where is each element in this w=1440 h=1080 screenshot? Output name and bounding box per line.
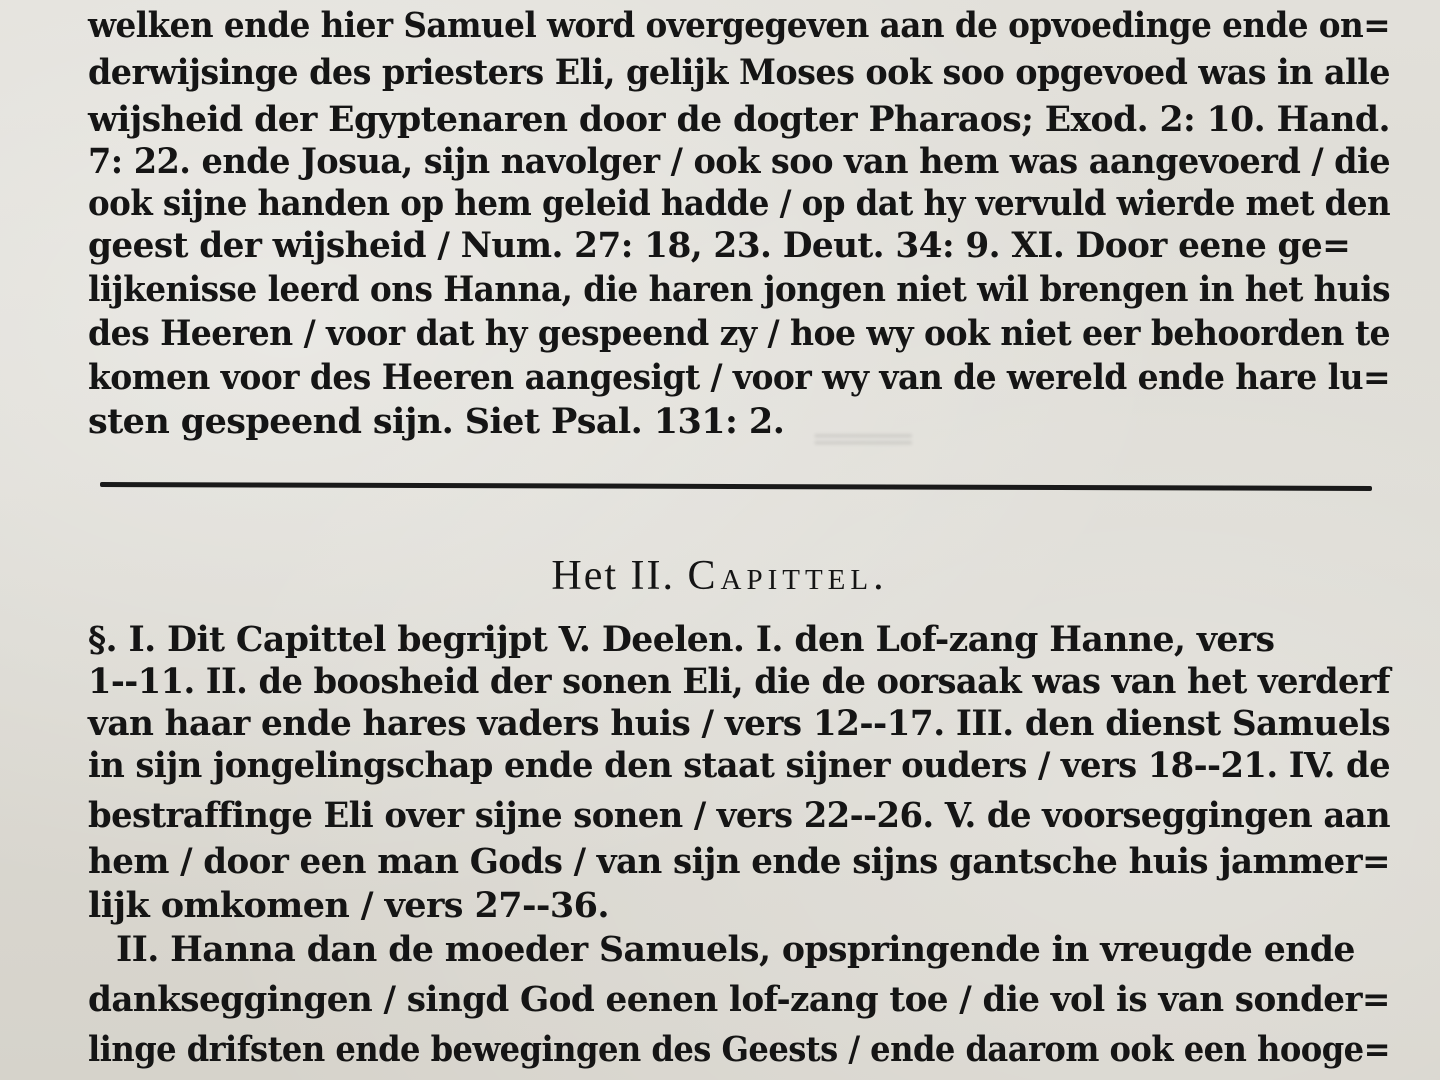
text-line-summary-2: 1--11. II. de boosheid der sonen Eli, die de oorsaak was van het verderf	[88, 661, 1390, 702]
text-line-section-1: II. Hanna dan de moeder Samuels, opspringende in vreugde ende	[116, 929, 1355, 970]
text-line-top-9: komen voor des Heeren aangesigt / voor wy van de wereld ende hare lu=	[88, 357, 1391, 398]
text-line-section-3: linge drifsten ende bewegingen des Geests / ende daarom ook een hooge=	[88, 1029, 1390, 1070]
text-line-top-1: welken ende hier Samuel word overgegeven aan de opvoedinge ende on=	[88, 5, 1391, 46]
text-line-top-7: lijkenisse leerd ons Hanna, die haren jongen niet wil brengen in het huis	[88, 269, 1390, 310]
text-line-section-2: dankseggingen / singd God eenen lof-zang toe / die vol is van sonder=	[88, 979, 1390, 1020]
text-line-summary-5: bestraffinge Eli over sijne sonen / vers 22--26. V. de voorseggingen aan	[88, 795, 1391, 836]
chapter-heading	[0, 548, 1440, 604]
text-line-summary-3: van haar ende hares vaders huis / vers 12--17. III. den dienst Samuels	[88, 703, 1391, 744]
chapter-heading-prefix: Het II.	[551, 553, 675, 599]
text-line-top-8: des Heeren / voor dat hy gespeend zy / hoe wy ook niet eer behoorden te	[88, 313, 1391, 354]
text-line-summary-6: hem / door een man Gods / van sijn ende sijns gantsche huis jammer=	[88, 841, 1391, 882]
text-line-top-10: sten gespeend sijn. Siet Psal. 131: 2.	[88, 401, 785, 442]
text-line-summary-1: §. I. Dit Capittel begrijpt V. Deelen. I. den Lof-zang Hanne, vers	[88, 619, 1275, 660]
text-line-top-2: derwijsinge des priesters Eli, gelijk Moses ook soo opgevoed was in alle	[88, 52, 1391, 93]
text-line-top-6: geest der wijsheid / Num. 27: 18, 23. Deut. 34: 9. XI. Door eene ge=	[88, 225, 1351, 266]
bleed-through-text: ════	[815, 420, 1420, 463]
text-line-top-3: wijsheid der Egyptenaren door de dogter Pharaos; Exod. 2: 10. Hand.	[88, 99, 1390, 140]
text-line-top-4: 7: 22. ende Josua, sijn navolger / ook soo van hem was aangevoerd / die	[88, 141, 1391, 182]
text-line-summary-4: in sijn jongelingschap ende den staat sijner ouders / vers 18--21. IV. de	[88, 745, 1390, 786]
text-line-summary-7: lijk omkomen / vers 27--36.	[88, 885, 609, 926]
chapter-heading-word: Capittel.	[687, 553, 889, 599]
text-line-top-5: ook sijne handen op hem geleid hadde / op dat hy vervuld wierde met den	[88, 183, 1391, 224]
